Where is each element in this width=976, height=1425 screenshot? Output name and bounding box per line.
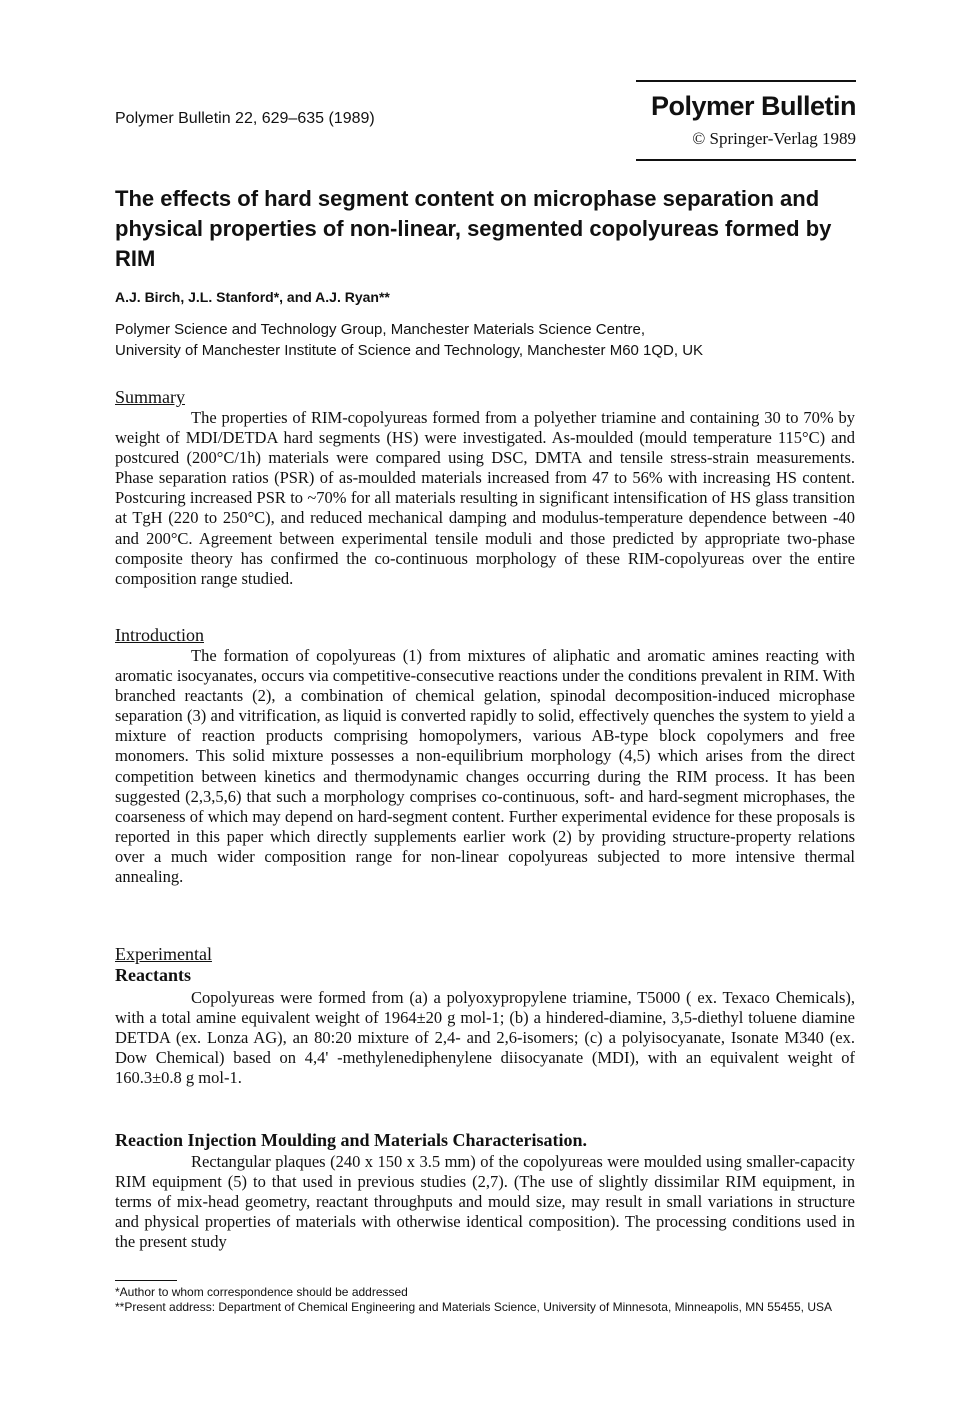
introduction-paragraph: The formation of copolyureas (1) from mixtures of aliphatic and aromatic amines reacting with aromatic isocyanates, occurs via competitive-consecutive reactions under the conditions prevalent in RIM. With branched reactants (2), a combination of chemical gelation, spinodal decomposition-induced microphase separation (3) and vitrification, as liquid is converted rapidly to solid, effectively quenches the system to yield a mixture of reaction products comprising homopolymers, various AB-type block copolymers and free monomers. This solid mixture possesses a non-equilibrium morphology (4,5) which arises from the direct competition between kinetics and thermodynamic changes occurring during the RIM process. It has been suggested (2,3,5,6) that such a morphology comprises co-continuous, soft- and hard-segment microphases, the coarseness of which may depend on hard-segment content. Further experimental evidence for these proposals is reported in this paper which directly supplements earlier work (2) by providing structure-property relations over a much wider composition range for non-linear copolyureas subjected to more intensive thermal annealing.: [115, 646, 855, 887]
footnotes: [115, 1285, 855, 1315]
reactants-heading: Reactants: [115, 965, 191, 985]
footnote-corresponding-author: *Author to whom correspondence should be addressed: [115, 1285, 408, 1299]
journal-reference: Polymer Bulletin 22, 629–635 (1989): [115, 110, 375, 127]
author-list: A.J. Birch, J.L. Stanford*, and A.J. Ryan**: [115, 289, 390, 305]
reactants-paragraph: Copolyureas were formed from (a) a polyoxypropylene triamine, T5000 ( ex. Texaco Chemicals), with a total amine equivalent weight of 1964±20 g mol-1; (b) a hindered-diamine, 3,5-diethyl toluene diamine DETDA (ex. Lonza AG), an 80:20 mixture of 2,4- and 2,6-isomers; (c) a polyisocyanate, Isonate M340 (ex. Dow Chemical) based on 4,4' -methylenediphenylene diisocyanate (MDI), with an equivalent weight of 160.3±0.8 g mol-1.: [115, 988, 855, 1088]
journal-name: Polymer Bulletin: [650, 91, 856, 121]
summary-paragraph: The properties of RIM-copolyureas formed from a polyether triamine and containing 30 to 70% by weight of MDI/DETDA hard segments (HS) were investigated. As-moulded (mould temperature 115°C) and postcured (200°C/1h) materials were compared using DSC, DMTA and tensile stress-strain measurements. Phase separation ratios (PSR) of as-moulded materials increased from 47 to 56% with increasing HS content. Postcuring increased PSR to ~70% for all materials resulting in significant intensification of HS glass transition at TgH (220 to 250°C), and reduced mechanical damping and modulus-temperature dependence between -40 and 200°C. Agreement between experimental tensile moduli and those predicted by appropriate two-phase composite theory has confirmed the co-continuous morphology of these RIM-copolyureas over the entire composition range studied.: [115, 408, 855, 588]
rim-paragraph: Rectangular plaques (240 x 150 x 3.5 mm) of the copolyureas were moulded using smaller-capacity RIM equipment (5) to that used in previous studies (2,7). (The use of slightly dissimilar RIM equipment, in terms of mix-head geometry, reactant throughputs and mould size, may result in small variations in structure and physical properties of materials with otherwise identical composition). The processing conditions used in the present study: [115, 1152, 855, 1252]
experimental-heading: Experimental: [115, 944, 212, 964]
article-title: The effects of hard segment content on microphase separation and physical properties of non-linear, segmented copolyureas formed by RIM: [115, 186, 832, 271]
summary-heading: Summary: [115, 387, 185, 407]
rim-heading: Reaction Injection Moulding and Materials Characterisation.: [115, 1130, 587, 1150]
affiliation-line: University of Manchester Institute of Science and Technology, Manchester M60 1QD, UK: [115, 342, 704, 359]
affiliation-line: Polymer Science and Technology Group, Manchester Materials Science Centre,: [115, 321, 645, 338]
footnote-rule: [115, 1280, 177, 1281]
introduction-heading: Introduction: [115, 625, 204, 645]
copyright-line: © Springer-Verlag 1989: [692, 129, 856, 148]
journal-brand-block: [636, 80, 856, 161]
brand-top-rule: [636, 80, 856, 82]
affiliation: [115, 319, 855, 361]
footnote-present-address: **Present address: Department of Chemical Engineering and Materials Science, University of Minnesota, Minneapolis, MN 55455, USA: [115, 1300, 833, 1314]
brand-bottom-rule: [636, 159, 856, 161]
